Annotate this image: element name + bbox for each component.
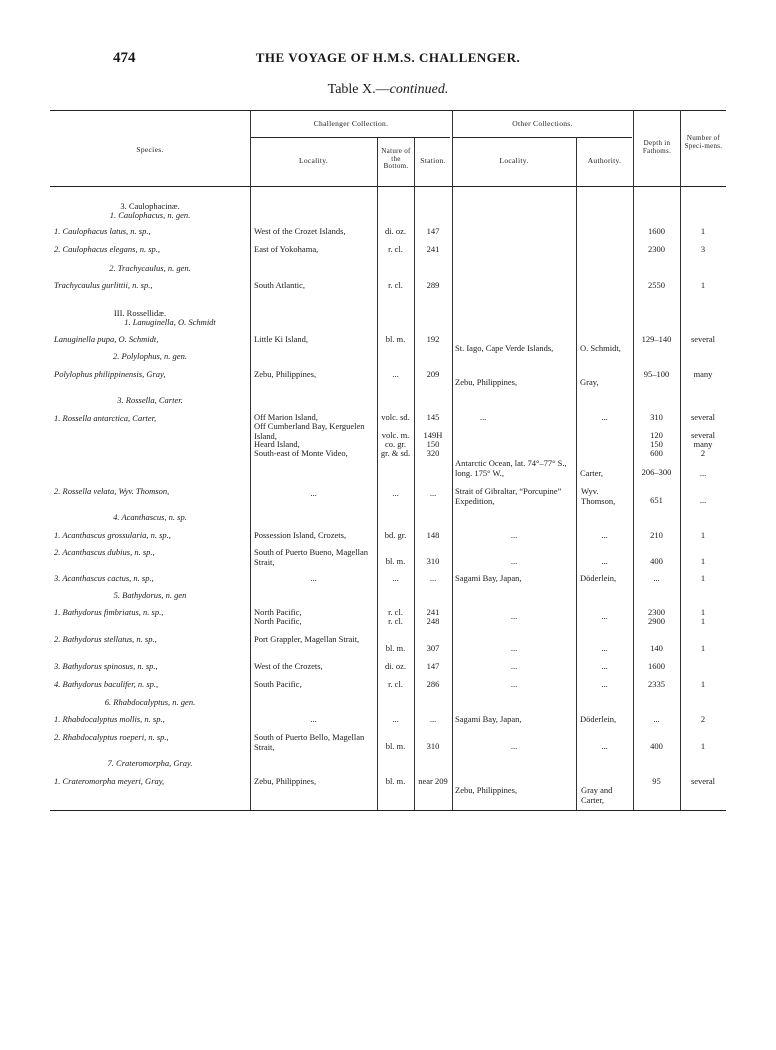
running-head: THE VOYAGE OF H.M.S. CHALLENGER. <box>255 50 521 65</box>
bottom: bl. m. <box>385 334 406 344</box>
genus-heading: 3. Rossella, Carter. <box>117 395 183 405</box>
authority: Gray, <box>580 377 599 387</box>
locality: South Pacific, <box>254 679 302 689</box>
genus-heading: 6. Rhabdocalyptus, n. gen. <box>104 697 196 707</box>
number: 1 <box>700 280 706 290</box>
other-locality: Strait of Gibraltar, “Porcupine” Expedition, <box>455 486 562 506</box>
station: 192 <box>426 334 440 344</box>
locality: West of the Crozets, <box>254 661 323 671</box>
locality: Heard Island, <box>254 439 300 449</box>
table-title <box>0 82 776 98</box>
number: 1 <box>700 643 706 653</box>
authority: Döderlein, <box>580 714 617 724</box>
bottom: di. oz. <box>384 661 406 671</box>
bottom: ... <box>392 488 399 498</box>
authority: Döderlein, <box>580 573 617 583</box>
locality: South-east of Monte Video, <box>254 448 348 458</box>
col-rule-station <box>452 110 453 810</box>
station: near 209 <box>418 776 448 786</box>
station: 145 <box>426 412 440 422</box>
station: ... <box>429 714 437 724</box>
other-locality: St. Iago, Cape Verde Islands, <box>455 343 554 353</box>
locality: ... <box>310 573 317 583</box>
species-name: Trachycaulus gurlittii, n. sp., <box>54 280 153 290</box>
depth: 95 <box>652 776 661 786</box>
number: 1 <box>700 607 706 617</box>
number: 1 <box>700 616 706 626</box>
authority: ... <box>601 661 608 671</box>
other-locality: Zebu, Philippines, <box>455 785 518 795</box>
col-rule-authority <box>633 110 634 810</box>
table-title-main: Table X.— <box>327 82 390 97</box>
bottom: ... <box>392 573 399 583</box>
depth: ... <box>653 714 660 724</box>
other-locality: ... <box>480 412 487 422</box>
header-other-collections: Other Collections. <box>512 119 573 128</box>
other-locality: ... <box>510 556 518 566</box>
species-name: 2. Bathydorus stellatus, n. sp., <box>54 634 157 644</box>
genus-heading: 5. Bathydorus, n. gen <box>113 590 187 600</box>
authority: ... <box>601 530 608 540</box>
header-other-locality: Locality. <box>499 156 529 165</box>
station: 310 <box>426 741 440 751</box>
locality: South Atlantic, <box>254 280 305 290</box>
species-table <box>50 110 726 811</box>
number: 1 <box>700 679 706 689</box>
header-species: Species. <box>136 145 164 154</box>
species-name: 1. Bathydorus fimbriatus, n. sp., <box>54 607 164 617</box>
depth: 150 <box>650 439 663 449</box>
other-locality: ... <box>510 661 518 671</box>
col-rule-depth <box>680 110 681 810</box>
depth: 651 <box>650 495 663 505</box>
number: 1 <box>700 741 706 751</box>
station: 150 <box>426 439 440 449</box>
page-number: 474 <box>113 50 136 66</box>
species-name: 1. Rossella antarctica, Carter, <box>54 413 157 423</box>
col-rule-bottom <box>414 137 415 810</box>
species-name: 2. Acanthascus dubius, n. sp., <box>54 547 155 557</box>
genus-heading: 2. Trachycaulus, n. gen. <box>109 263 191 273</box>
other-locality: Sagami Bay, Japan, <box>455 573 522 583</box>
species-name: 2. Caulophacus elegans, n. sp., <box>54 244 161 254</box>
locality: Possession Island, Crozets, <box>254 530 347 540</box>
number: several <box>690 334 716 344</box>
authority: Gray and Carter, <box>581 785 613 805</box>
depth: 2300 <box>648 244 665 254</box>
locality: South of Puerto Bello, Magellan Strait, <box>254 732 365 752</box>
locality: Little Ki Island, <box>254 334 309 344</box>
locality: North Pacific, <box>254 607 302 617</box>
depth: 95–100 <box>643 369 670 379</box>
header-authority: Authority. <box>587 156 622 165</box>
locality: Port Grappler, Magellan Strait, <box>254 634 360 644</box>
table-top-rule <box>50 110 726 111</box>
depth: 129–140 <box>641 334 672 344</box>
genus-heading: 1. Caulophacus, n. gen. <box>109 210 191 220</box>
locality: South of Puerto Bueno, Magellan Strait, <box>254 547 369 567</box>
depth: 310 <box>650 412 663 422</box>
depth: 2335 <box>648 679 665 689</box>
locality: West of the Crozet Islands, <box>254 226 346 236</box>
number: many <box>693 439 713 449</box>
authority: ... <box>601 412 608 422</box>
bottom: bl. m. <box>385 643 406 653</box>
station: ... <box>429 573 437 583</box>
other-locality: ... <box>510 741 518 751</box>
bottom: volc. sd. <box>381 412 410 422</box>
depth: 400 <box>650 741 663 751</box>
depth: 2550 <box>648 280 665 290</box>
table-bottom-rule <box>50 810 726 811</box>
authority: O. Schmidt, <box>580 343 621 353</box>
station: 286 <box>426 679 440 689</box>
depth: 1600 <box>648 226 665 236</box>
authority: ... <box>601 679 608 689</box>
species-name: 1. Rhabdocalyptus mollis, n. sp., <box>54 714 165 724</box>
station: ... <box>429 488 437 498</box>
col-rule-species <box>250 110 251 810</box>
number: several <box>690 412 716 422</box>
locality: Off Marion Island, <box>254 412 318 422</box>
number: 1 <box>700 530 706 540</box>
station: 310 <box>426 556 440 566</box>
depth: 206–300 <box>641 467 672 477</box>
species-name: 1. Acanthascus grossularia, n. sp., <box>54 530 171 540</box>
other-locality: ... <box>510 530 518 540</box>
species-name: 3. Bathydorus spinosus, n. sp., <box>54 661 158 671</box>
bottom: bl. m. <box>385 556 406 566</box>
other-locality: ... <box>510 611 518 621</box>
bottom: bd. gr. <box>384 530 407 540</box>
species-name: 2. Rhabdocalyptus roeperi, n. sp., <box>54 732 169 742</box>
number: 2 <box>700 448 706 458</box>
depth: 2900 <box>648 616 665 626</box>
genus-heading: 4. Acanthascus, n. sp. <box>113 512 187 522</box>
depth: 2300 <box>648 607 665 617</box>
authority: ... <box>601 741 608 751</box>
species-name: 1. Caulophacus latus, n. sp., <box>54 226 151 236</box>
station: 147 <box>426 226 440 236</box>
header-number: Number of Speci-mens. <box>684 134 723 150</box>
depth: ... <box>653 573 660 583</box>
number: several <box>690 430 716 440</box>
locality: ... <box>310 714 317 724</box>
bottom: bl. m. <box>385 776 406 786</box>
number: 3 <box>700 244 706 254</box>
other-locality: ... <box>510 679 518 689</box>
header-locality: Locality. <box>298 156 329 165</box>
station: 248 <box>426 616 440 626</box>
number: ... <box>699 495 707 505</box>
number: many <box>693 369 713 379</box>
bottom: volc. m. <box>381 430 410 440</box>
header-bottom-rule <box>50 186 726 187</box>
species-name: 3. Acanthascus cactus, n. sp., <box>54 573 154 583</box>
number: ... <box>699 468 707 478</box>
number: 1 <box>700 573 706 583</box>
locality: Zebu, Philippines, <box>254 776 317 786</box>
header-sub-rule-challenger <box>250 137 450 138</box>
authority: ... <box>601 611 608 621</box>
header-nature-of-bottom: Nature of the Bottom. <box>381 147 411 170</box>
other-locality: ... <box>510 643 518 653</box>
bottom: r. cl. <box>388 607 403 617</box>
genus-heading: 7. Crateromorpha, Gray. <box>107 758 193 768</box>
station: 289 <box>426 280 440 290</box>
locality: ... <box>310 488 317 498</box>
depth: 140 <box>650 643 663 653</box>
number: 1 <box>700 556 706 566</box>
station: 149H <box>423 430 443 440</box>
genus-heading: 2. Polylophus, n. gen. <box>113 351 187 361</box>
bottom: bl. m. <box>385 741 406 751</box>
locality: Zebu, Philippines, <box>254 369 317 379</box>
locality: Off Cumberland Bay, Kerguelen Island, <box>254 421 365 441</box>
station: 307 <box>426 643 440 653</box>
locality: North Pacific, <box>254 616 302 626</box>
depth: 600 <box>650 448 663 458</box>
authority: ... <box>601 556 608 566</box>
header-depth: Depth in Fathoms. <box>642 139 672 155</box>
depth: 120 <box>650 430 663 440</box>
species-name: Lanuginella pupa, O. Schmidt, <box>54 334 159 344</box>
col-rule-other-locality <box>576 137 577 810</box>
header-station: Station. <box>420 156 446 165</box>
species-name: Polylophus philippinensis, Gray, <box>54 369 166 379</box>
station: 147 <box>426 661 440 671</box>
other-locality: Zebu, Philippines, <box>455 377 518 387</box>
bottom: co. gr. <box>384 439 406 449</box>
header-sub-rule-other <box>452 137 632 138</box>
number: 2 <box>700 714 706 724</box>
table-title-continued: continued. <box>389 82 449 97</box>
bottom: di. oz. <box>384 226 406 236</box>
station: 148 <box>426 530 440 540</box>
bottom: r. cl. <box>388 679 403 689</box>
station: 241 <box>426 607 440 617</box>
species-name: 2. Rossella velata, Wyv. Thomson, <box>54 486 170 496</box>
bottom: gr. & sd. <box>380 448 411 458</box>
station: 241 <box>426 244 440 254</box>
station: 320 <box>426 448 440 458</box>
station: 209 <box>426 369 440 379</box>
header-challenger-collection: Challenger Collection. <box>313 119 389 128</box>
species-name: 1. Crateromorpha meyeri, Gray, <box>54 776 165 786</box>
depth: 400 <box>650 556 663 566</box>
species-name: 4. Bathydorus baculifer, n. sp., <box>54 679 159 689</box>
depth: 1600 <box>648 661 665 671</box>
locality: East of Yokohama, <box>254 244 319 254</box>
other-locality: Sagami Bay, Japan, <box>455 714 522 724</box>
number: 1 <box>700 226 706 236</box>
number: several <box>690 776 716 786</box>
other-locality: Antarctic Ocean, lat. 74°–77° S., long. 175° W., <box>455 458 567 478</box>
bottom: ... <box>392 714 399 724</box>
authority: Carter, <box>580 468 604 478</box>
group-heading: III. Rossellidæ. <box>113 308 167 318</box>
bottom: r. cl. <box>388 244 403 254</box>
bottom: ... <box>392 369 399 379</box>
group-heading: 3. Caulophacinæ. <box>120 201 180 211</box>
bottom: r. cl. <box>388 616 403 626</box>
genus-heading: 1. Lanuginella, O. Schmidt <box>124 317 216 327</box>
authority: ... <box>601 643 608 653</box>
depth: 210 <box>650 530 663 540</box>
bottom: r. cl. <box>388 280 403 290</box>
authority: Wyv. Thomson, <box>581 486 616 506</box>
col-rule-locality <box>377 137 378 810</box>
